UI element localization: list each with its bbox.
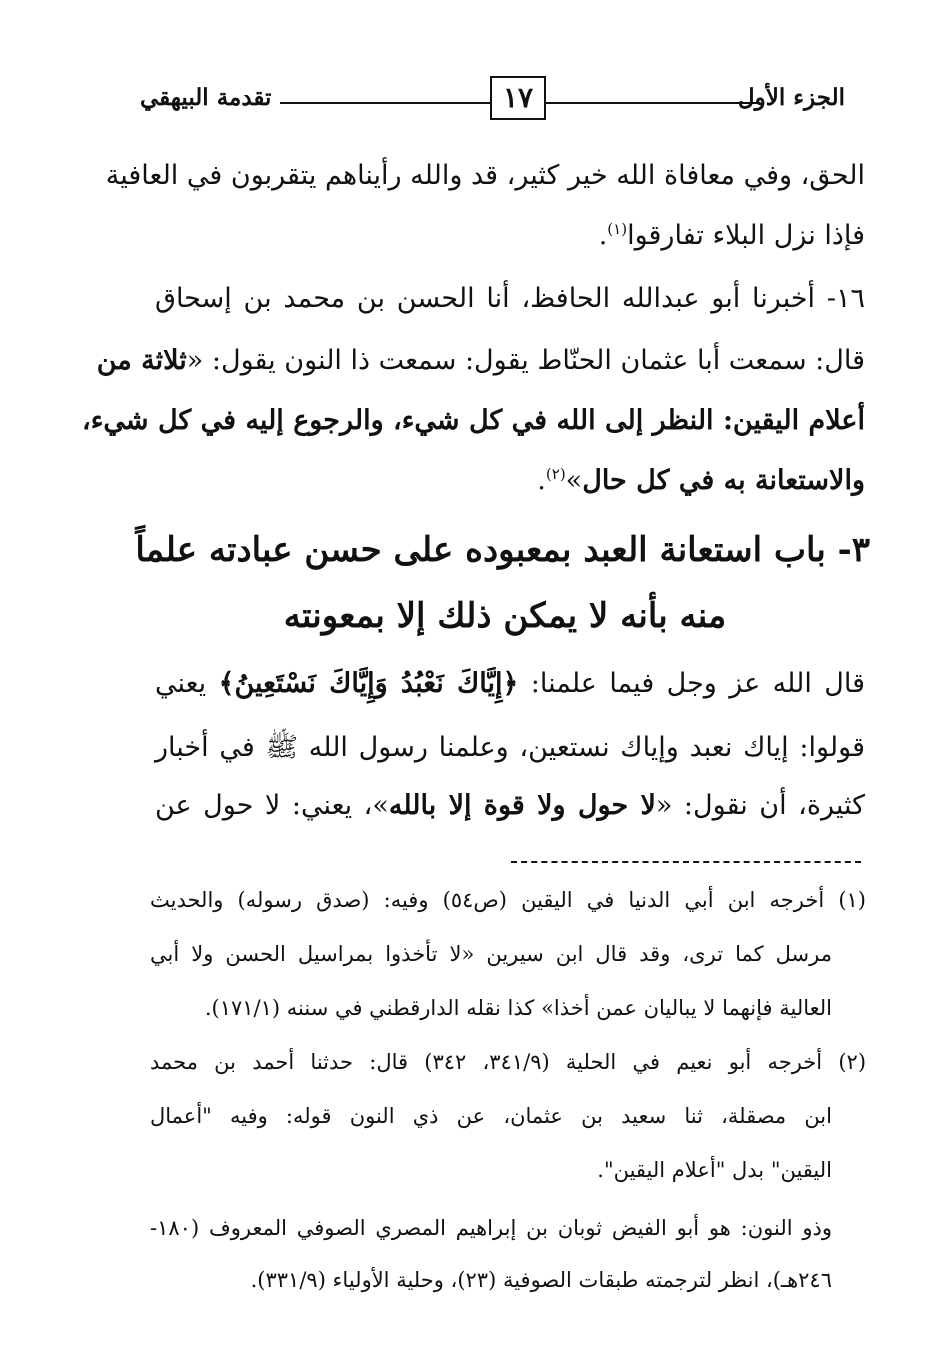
punctuation: . <box>537 465 546 496</box>
footnote-2-line-1: (٢) أخرجه أبو نعيم في الحلية (٣٤١/٩، ٣٤٢) قال: حدثنا أحمد بن محمد <box>150 1050 867 1074</box>
hadith-quote: لا حول ولا قوة إلا بالله <box>388 790 656 821</box>
body-text: قال: سمعت أبا عثمان الحنّاط يقول: سمعت ذا النون يقول: « <box>186 345 865 376</box>
header-rule-right <box>546 102 760 104</box>
section-heading-line-2: منه بأنه لا يمكن ذلك إلا بمعونته <box>283 596 727 636</box>
footnote-2-line-4: وذو النون: هو أبو الفيض ثوبان بن إبراهيم المصري الصوفي المعروف (١٨٠- <box>150 1216 832 1240</box>
quote-bold: والاستعانة به في كل حال <box>582 465 865 496</box>
body-text: يعني <box>155 668 219 699</box>
body-line-3: ١٦- أخبرنا أبو عبدالله الحافظ، أنا الحسن بن محمد بن إسحاق <box>155 283 865 314</box>
quran-verse: ﴿إِيَّاكَ نَعْبُدُ وَإِيَّاكَ نَسْتَعِينُ﴾ <box>218 668 519 699</box>
footnote-2-line-2: ابن مصقلة، ثنا سعيد بن عثمان، عن ذي النون قوله: وفيه "أعمال <box>150 1104 832 1128</box>
quote-close: » <box>565 465 583 496</box>
body-text: »، يعني: لا حول عن <box>155 790 389 821</box>
section-heading-line-1: ٣- باب استعانة العبد بمعبوده على حسن عبادته علماً <box>135 530 870 570</box>
footnote-ref-2: (٢) <box>545 465 566 483</box>
body-line-2 <box>155 220 865 251</box>
body-line-8: قولوا: إياك نعبد وإياك نستعين، وعلمنا رسول الله ﷺ في أخبار <box>155 732 865 763</box>
body-text: كثيرة، أن نقول: « <box>655 790 866 821</box>
body-line-9 <box>155 790 865 821</box>
punctuation: . <box>598 220 608 251</box>
footnote-separator <box>511 861 861 863</box>
header-rule-left <box>280 102 490 104</box>
body-text: فإذا نزل البلاء تفارقوا <box>627 220 865 251</box>
page-number: ١٧ <box>490 76 546 120</box>
book-section-title: تقدمة البيهقي <box>140 84 272 111</box>
volume-title: الجزء الأول <box>737 84 845 111</box>
footnote-1-line-2: مرسل كما ترى، وقد قال ابن سيرين «لا تأخذوا بمراسيل الحسن ولا أبي <box>150 942 832 966</box>
footnote-ref-1: (١) <box>607 220 628 238</box>
body-line-5: أعلام اليقين: النظر إلى الله في كل شيء، والرجوع إليه في كل شيء، <box>82 405 865 436</box>
quote-bold: ثلاثة من <box>96 345 187 376</box>
footnote-2-line-3: اليقين" بدل "أعلام اليقين". <box>597 1158 832 1182</box>
footnote-1-line-1: (١) أخرجه ابن أبي الدنيا في اليقين (ص٥٤) وفيه: (صدق رسوله) والحديث <box>150 888 866 912</box>
footnote-1-line-3: العالية فإنهما لا يباليان عمن أخذا» كذا نقله الدارقطني في سننه (١٧١/١). <box>204 996 832 1020</box>
body-line-1: الحق، وفي معافاة الله خير كثير، قد والله رأيناهم يتقربون في العافية <box>105 160 865 191</box>
body-line-6 <box>155 465 865 496</box>
body-text: قال الله عز وجل فيما علمنا: <box>518 668 865 699</box>
body-line-4 <box>96 345 865 376</box>
body-line-7 <box>155 668 865 699</box>
footnote-2-line-5: ٢٤٦هـ)، انظر لترجمته طبقات الصوفية (٢٣)، وحلية الأولياء (٣٣١/٩). <box>250 1268 832 1292</box>
